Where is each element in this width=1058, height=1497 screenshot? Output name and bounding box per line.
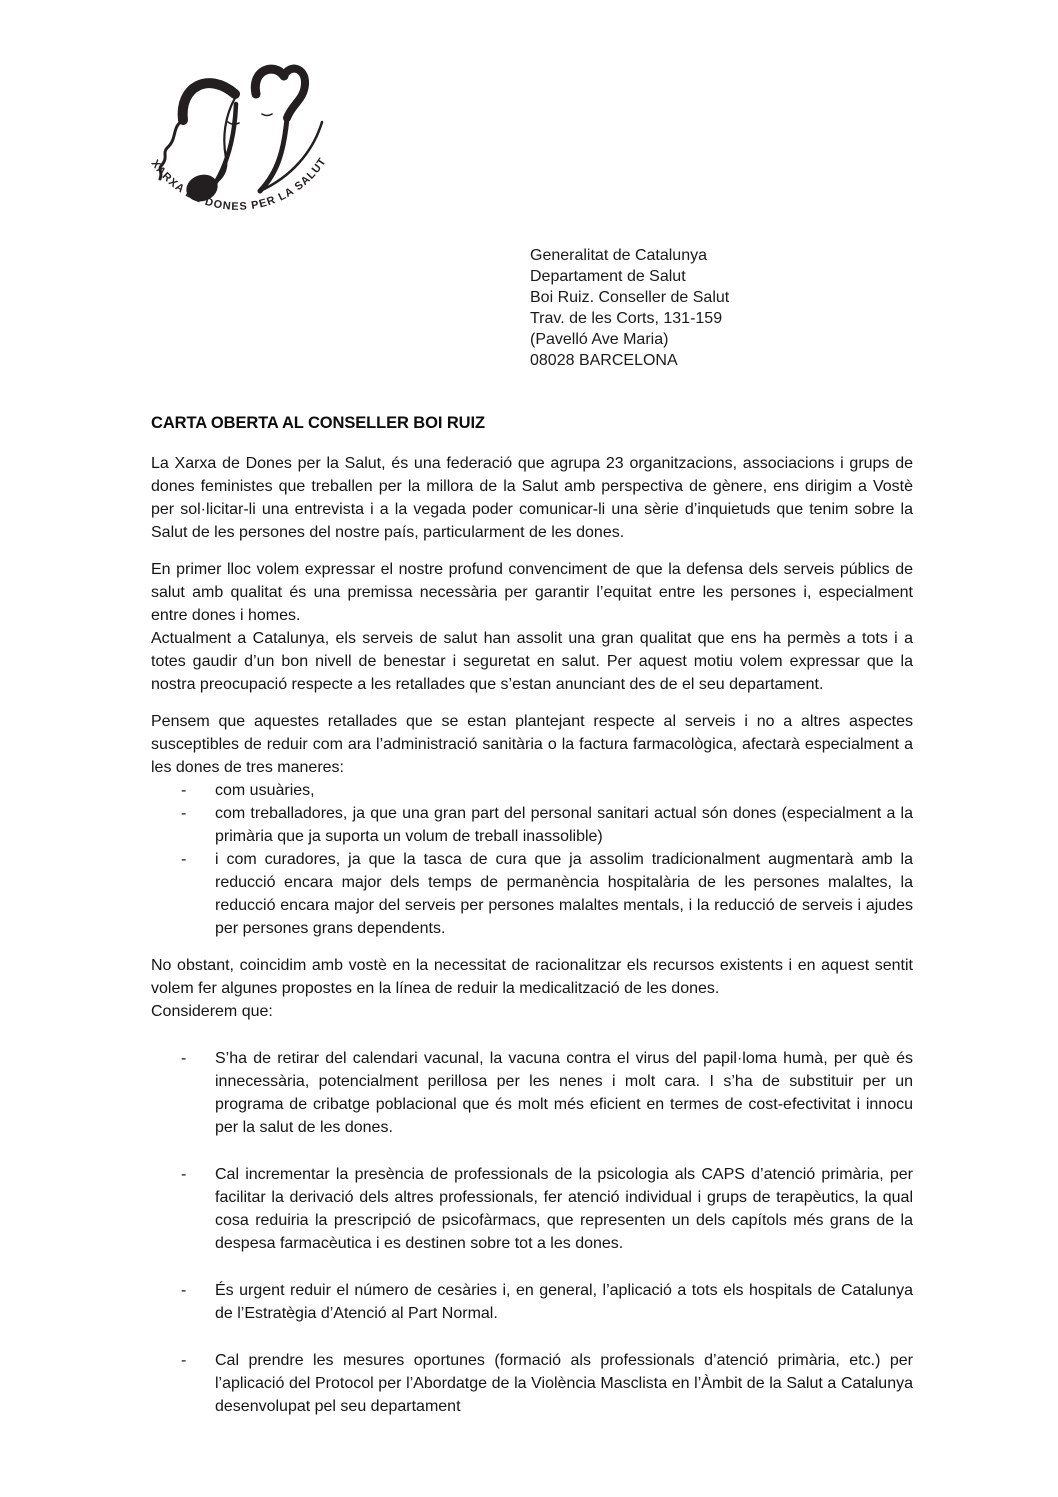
paragraph-defense: En primer lloc volem expressar el nostre profund convenciment de que la defensa dels serveis públics de salut amb qualitat és una premissa necessària per garantir l’equitat entre les persones i, especialment entre dones i homes. <box>151 561 913 624</box>
list-item <box>151 779 913 802</box>
list-item-text: i com curadores, ja que la tasca de cura que ja assolim tradicionalment augmentarà amb la reducció encara major dels temps de permanència hospitalària de les persones malaltes, la reducció encara major del serveis per persones malaltes mentals, i la reducció de serveis i ajudes per persones grans dependents. <box>215 851 913 937</box>
list-item-text: com usuàries, <box>215 782 315 799</box>
address-line: Trav. de les Corts, 131-159 <box>530 310 723 327</box>
list-item-text: Cal prendre les mesures oportunes (formació als professionals d’atenció primària, etc.) per l’aplicació del Protocol per l’Abordatge de la Violència Masclista en l’Àmbit de la Salut a Catalunya desenvolupat pel seu departament <box>215 1352 913 1415</box>
address-line: Boi Ruiz. Conseller de Salut <box>530 289 730 306</box>
dash-bullet: - <box>181 851 187 868</box>
dash-bullet: - <box>181 1050 187 1067</box>
effects-list <box>151 779 913 940</box>
xarxa-logo-graphic <box>138 58 352 240</box>
list-item-text: com treballadores, ja que una gran part del personal sanitari actual són dones (especialment a la primària que ja suporta un volum de treball inassolible) <box>215 805 913 845</box>
list-item <box>151 1349 913 1418</box>
address-line: 08028 BARCELONA <box>530 352 678 369</box>
address-line: Departament de Salut <box>530 268 686 285</box>
proposals-list <box>151 1047 913 1418</box>
dash-bullet: - <box>181 805 187 822</box>
letter-body <box>151 412 913 1432</box>
list-item <box>151 1163 913 1255</box>
list-item-text: S’ha de retirar del calendari vacunal, la vacuna contra el virus del papil·loma humà, per què és innecessària, potencialment perillosa per les nenes i molt cara. I s’ha de substituir per un programa de cribatge poblacional que és molt més eficient en termes de cost-efectivitat i innocu per la salut de les dones. <box>215 1050 913 1136</box>
address-line: (Pavelló Ave Maria) <box>530 331 669 348</box>
paragraph-retallades: Pensem que aquestes retallades que se estan plantejant respecte al serveis i no a altres aspectes susceptibles de reduir com ara l’administració sanitària o la factura farmacològica, afectarà especialment a les dones de tres maneres: <box>151 713 913 776</box>
list-item <box>151 1279 913 1325</box>
dash-bullet: - <box>181 1352 187 1369</box>
list-item <box>151 802 913 848</box>
list-item <box>151 1047 913 1139</box>
paragraph-intro: La Xarxa de Dones per la Salut, és una federació que agrupa 23 organitzacions, associacions i grups de dones feministes que treballen per la millora de la Salut amb perspectiva de gènere, ens dirigim a Vostè per sol·licitar-li una entrevista i a la vegada poder comunicar-li una sèrie d’inquietuds que tenim sobre la Salut de les persones del nostre país, particularment de les dones. <box>151 455 913 541</box>
letter-title: CARTA OBERTA AL CONSELLER BOI RUIZ <box>151 414 485 432</box>
dash-bullet: - <box>181 1166 187 1183</box>
list-item-text: Cal incrementar la presència de professionals de la psicologia als CAPS d’atenció primària, per facilitar la derivació dels altres professionals, fer atenció individual i grups de terapèutics, la qual cosa reduiria la prescripció de psicofàrmacs, que representen un dels capítols més grans de la despesa farmacèutica i es destinen sobre tot a les dones. <box>215 1166 913 1252</box>
paragraph-considerem: Considerem que: <box>151 1003 273 1020</box>
dash-bullet: - <box>181 782 187 799</box>
list-item <box>151 848 913 940</box>
xarxa-logo <box>138 58 352 240</box>
list-item-text: És urgent reduir el número de cesàries i, en general, l’aplicació a tots els hospitals de Catalunya de l’Estratègia d’Atenció al Part Normal. <box>215 1282 913 1322</box>
paragraph-actualment: Actualment a Catalunya, els serveis de salut han assolit una gran qualitat que ens ha permès a tots i a totes gaudir d’un bon nivell de benestar i seguretat en salut. Per aquest motiu volem expressar que la nostra preocupació respecte a les retallades que s’estan anunciant des de el seu departament. <box>151 630 913 693</box>
recipient-address <box>530 245 729 371</box>
svg-text:XARXA DE DONES PER LA SALUT <box>149 155 329 212</box>
address-line: Generalitat de Catalunya <box>530 247 707 264</box>
logo-arc-text: XARXA DE DONES PER LA SALUT <box>148 155 330 213</box>
paragraph-no-obstant: No obstant, coincidim amb vostè en la necessitat de racionalitzar els recursos existents i en aquest sentit volem fer algunes propostes en la línea de reduir la medicalització de les dones. <box>151 957 913 997</box>
dash-bullet: - <box>181 1282 187 1299</box>
